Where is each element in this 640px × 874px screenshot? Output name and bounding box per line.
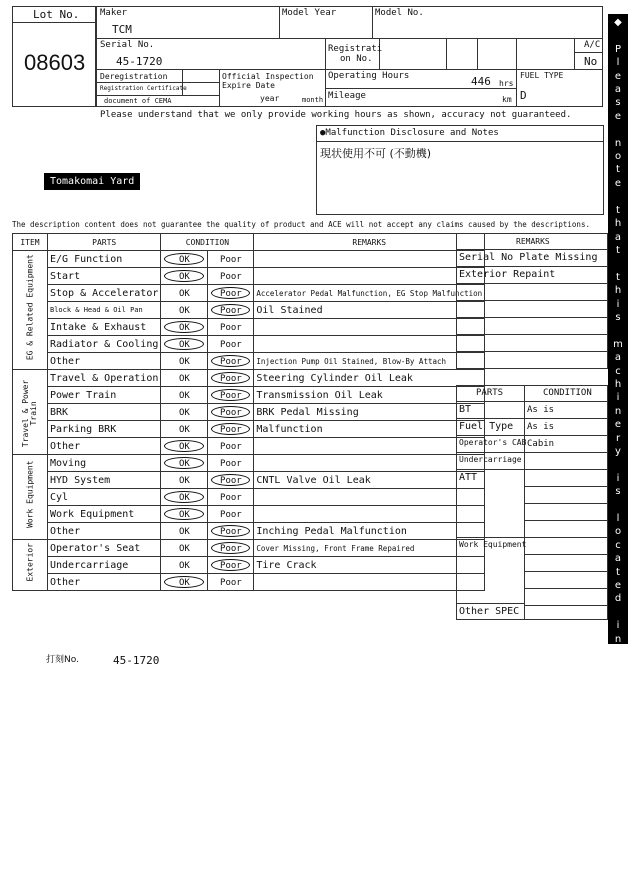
poor-option [208, 421, 254, 438]
part-name: Operator's Seat [48, 540, 161, 557]
table-row [13, 421, 485, 438]
hours-notice: Please understand that we only provide working hours as shown, accuracy not guaranteed. [100, 110, 572, 120]
poor-option [208, 336, 254, 353]
ok-option [161, 285, 208, 302]
ok-label: OK [178, 492, 190, 503]
remark-cell: CNTL Valve Oil Leak [254, 472, 485, 489]
registration-certificate-label: Registration Certificate [100, 85, 187, 92]
operating-hours-label: Operating Hours [328, 71, 410, 81]
ok-option [161, 455, 208, 472]
table-row [13, 285, 485, 302]
poor-option [208, 455, 254, 472]
ok-label: OK [178, 475, 190, 486]
part-name: Work Equipment [48, 506, 161, 523]
ok-option [161, 387, 208, 404]
poor-label: Poor [220, 322, 242, 333]
table-header-row [13, 234, 485, 251]
remark-cell: Inching Pedal Malfunction [254, 523, 485, 540]
malfunction-label: ●Malfunction Disclosure and Notes [320, 128, 499, 138]
poor-label: Poor [220, 577, 242, 588]
category-label: Work Equipment [24, 459, 34, 528]
ok-label: OK [178, 424, 190, 435]
right-part-name: BT [459, 404, 472, 415]
part-name: Other [48, 574, 161, 591]
category-cell [13, 251, 48, 370]
poor-label: Poor [220, 373, 242, 384]
right-part-name: Work Equipment [459, 540, 527, 549]
remark-cell [254, 438, 485, 455]
part-name: Cyl [48, 489, 161, 506]
table-row [13, 302, 485, 319]
ok-label: OK [178, 441, 190, 452]
ok-label: OK [178, 560, 190, 571]
poor-label: Poor [220, 475, 242, 486]
remark-cell [254, 506, 485, 523]
poor-label: Poor [220, 305, 242, 316]
ok-label: OK [178, 288, 190, 299]
part-name: BRK [48, 404, 161, 421]
table-row [13, 404, 485, 421]
remark-cell [254, 574, 485, 591]
ok-label: OK [178, 577, 190, 588]
month-label: month [302, 96, 324, 104]
part-name: Undercarriage [48, 557, 161, 574]
remark-cell [254, 489, 485, 506]
poor-option [208, 557, 254, 574]
poor-option [208, 540, 254, 557]
ok-option [161, 557, 208, 574]
poor-option [208, 353, 254, 370]
ok-option [161, 438, 208, 455]
ok-option [161, 472, 208, 489]
condition-table [12, 233, 485, 591]
poor-option [208, 387, 254, 404]
lot-number: 08603 [24, 50, 86, 75]
serial-label: Serial No. [100, 40, 155, 50]
ok-option [161, 302, 208, 319]
model-no-label: Model No. [375, 8, 424, 18]
right-remark-line: Serial No Plate Missing [459, 252, 598, 263]
right-condition-header: CONDITION [543, 388, 592, 398]
ok-option [161, 506, 208, 523]
malfunction-box [316, 125, 604, 215]
operating-hours-value: 446 [471, 75, 491, 88]
part-name: Travel & Operation [48, 370, 161, 387]
poor-option [208, 404, 254, 421]
ac-label: A/C [584, 40, 601, 50]
part-name: Intake & Exhaust [48, 319, 161, 336]
remark-cell: Oil Stained [254, 302, 485, 319]
poor-option [208, 523, 254, 540]
ok-option [161, 540, 208, 557]
ok-option [161, 421, 208, 438]
condition-header: CONDITION [161, 234, 254, 251]
serial-value: 45-1720 [116, 55, 163, 68]
km-unit: km [502, 95, 512, 104]
table-row [13, 319, 485, 336]
part-name: Parking BRK [48, 421, 161, 438]
ok-label: OK [178, 407, 190, 418]
part-name: Other [48, 353, 161, 370]
poor-option [208, 438, 254, 455]
poor-label: Poor [220, 271, 242, 282]
table-row [13, 268, 485, 285]
poor-option [208, 285, 254, 302]
poor-option [208, 251, 254, 268]
ac-value: No [584, 55, 598, 68]
ok-label: OK [178, 254, 190, 265]
ok-label: OK [178, 271, 190, 282]
table-row [13, 353, 485, 370]
right-remark-line: Exterior Repaint [459, 269, 556, 280]
table-row [13, 574, 485, 591]
poor-option [208, 268, 254, 285]
ok-label: OK [178, 373, 190, 384]
right-part-condition: As is [527, 405, 555, 415]
yard-label: Tomakomai Yard [44, 173, 140, 190]
right-part-condition: As is [527, 422, 555, 432]
deregistration-label: Deregistration [100, 72, 168, 81]
disclaimer: The description content does not guarantee the quality of product and ACE will not accept any claims caused by the descriptions. [12, 220, 590, 229]
table-row [13, 472, 485, 489]
location-sidebar [608, 14, 628, 873]
part-name: Radiator & Cooling [48, 336, 161, 353]
table-row [13, 387, 485, 404]
right-parts-header: PARTS [476, 388, 504, 398]
poor-option [208, 574, 254, 591]
ok-option [161, 370, 208, 387]
ok-label: OK [178, 322, 190, 333]
model-year-label: Model Year [282, 8, 337, 18]
ok-option [161, 319, 208, 336]
ok-option [161, 251, 208, 268]
official-inspection-label-1: Official Inspection [222, 72, 314, 81]
remark-cell: Injection Pump Oil Stained, Blow-By Attach [254, 353, 485, 370]
ok-label: OK [178, 339, 190, 350]
table-row [13, 251, 485, 268]
part-name: E/G Function [48, 251, 161, 268]
part-name: Start [48, 268, 161, 285]
remarks-header: REMARKS [254, 234, 485, 251]
ok-label: OK [178, 509, 190, 520]
table-row [13, 540, 485, 557]
ok-label: OK [178, 305, 190, 316]
malfunction-text: 現状使用不可 (不動機) [320, 147, 432, 160]
part-name: Power Train [48, 387, 161, 404]
right-part-name: Undercarriage [459, 455, 522, 464]
poor-label: Poor [220, 288, 242, 299]
right-part-name: Other SPEC [459, 606, 520, 617]
right-part-condition: Cabin [527, 439, 555, 449]
poor-option [208, 489, 254, 506]
remark-cell [254, 268, 485, 285]
parts-header: PARTS [48, 234, 161, 251]
poor-option [208, 319, 254, 336]
ok-label: OK [178, 543, 190, 554]
ok-option [161, 404, 208, 421]
ok-option [161, 353, 208, 370]
poor-label: Poor [220, 492, 242, 503]
maker-label: Maker [100, 8, 128, 18]
poor-option [208, 302, 254, 319]
ok-label: OK [178, 356, 190, 367]
poor-option [208, 472, 254, 489]
fuel-type-value: D [520, 89, 527, 102]
category-cell [13, 370, 48, 455]
remark-cell [254, 455, 485, 472]
ok-option [161, 268, 208, 285]
part-name: Other [48, 523, 161, 540]
part-name: Stop & Accelerator [48, 285, 161, 302]
poor-label: Poor [220, 424, 242, 435]
remark-cell: Steering Cylinder Oil Leak [254, 370, 485, 387]
poor-option [208, 370, 254, 387]
mileage-label: Mileage [328, 91, 366, 101]
remark-cell: Malfunction [254, 421, 485, 438]
category-label: Exterior [24, 542, 34, 581]
remark-cell [254, 319, 485, 336]
remark-cell: BRK Pedal Missing [254, 404, 485, 421]
lot-label: Lot No. [33, 8, 80, 21]
ok-option [161, 523, 208, 540]
poor-label: Poor [220, 407, 242, 418]
registration-label-1: Registrati [328, 44, 383, 54]
year-label: year [260, 94, 280, 103]
registration-label-2: on No. [340, 54, 373, 64]
poor-label: Poor [220, 509, 242, 520]
category-label: EG & Related Equipment [24, 253, 34, 360]
ok-option [161, 574, 208, 591]
poor-label: Poor [220, 254, 242, 265]
remark-cell: Accelerator Pedal Malfunction, EG Stop Malfunction [254, 285, 485, 302]
table-row [13, 438, 485, 455]
table-row [13, 455, 485, 472]
ok-label: OK [178, 390, 190, 401]
poor-label: Poor [220, 356, 242, 367]
category-cell [13, 540, 48, 591]
poor-label: Poor [220, 543, 242, 554]
category-cell [13, 455, 48, 540]
part-name: Block & Head & Oil Pan [48, 302, 161, 319]
ok-option [161, 489, 208, 506]
part-name: HYD System [48, 472, 161, 489]
poor-label: Poor [220, 339, 242, 350]
ok-label: OK [178, 526, 190, 537]
table-row [13, 506, 485, 523]
stamp-value: 45-1720 [113, 654, 160, 667]
poor-option [208, 506, 254, 523]
right-part-name: Operator's CAB [459, 438, 527, 447]
ok-label: OK [178, 458, 190, 469]
poor-label: Poor [220, 526, 242, 537]
right-part-name: ATT [459, 472, 478, 483]
hrs-unit: hrs [499, 79, 514, 88]
table-row [13, 370, 485, 387]
poor-label: Poor [220, 560, 242, 571]
category-label: Travel & Power Train [20, 379, 38, 447]
remark-cell: Tire Crack [254, 557, 485, 574]
ok-option [161, 336, 208, 353]
poor-label: Poor [220, 441, 242, 452]
official-inspection-label-2: Expire Date [222, 81, 275, 90]
table-row [13, 336, 485, 353]
poor-label: Poor [220, 390, 242, 401]
part-name: Other [48, 438, 161, 455]
maker-value: TCM [112, 23, 132, 36]
remark-cell [254, 251, 485, 268]
sidebar-characters: ◆ P l e a s e n o t e t h a t t h i s m a c h i n e r y i s l o c a t e d i n T o m a k o m a i Y a r d ◆ [613, 17, 623, 873]
remark-cell: Transmission Oil Leak [254, 387, 485, 404]
table-row [13, 523, 485, 540]
poor-label: Poor [220, 458, 242, 469]
cema-label: document of CEMA [104, 97, 172, 105]
table-row [13, 557, 485, 574]
stamp-label: 打刻No. [46, 655, 79, 665]
remark-cell [254, 336, 485, 353]
item-header: ITEM [13, 234, 48, 251]
right-remarks-header: REMARKS [516, 237, 550, 246]
part-name: Moving [48, 455, 161, 472]
right-part-name: Fuel Type [459, 421, 514, 432]
remark-cell: Cover Missing, Front Frame Repaired [254, 540, 485, 557]
fuel-type-label: FUEL TYPE [520, 71, 564, 80]
table-row [13, 489, 485, 506]
